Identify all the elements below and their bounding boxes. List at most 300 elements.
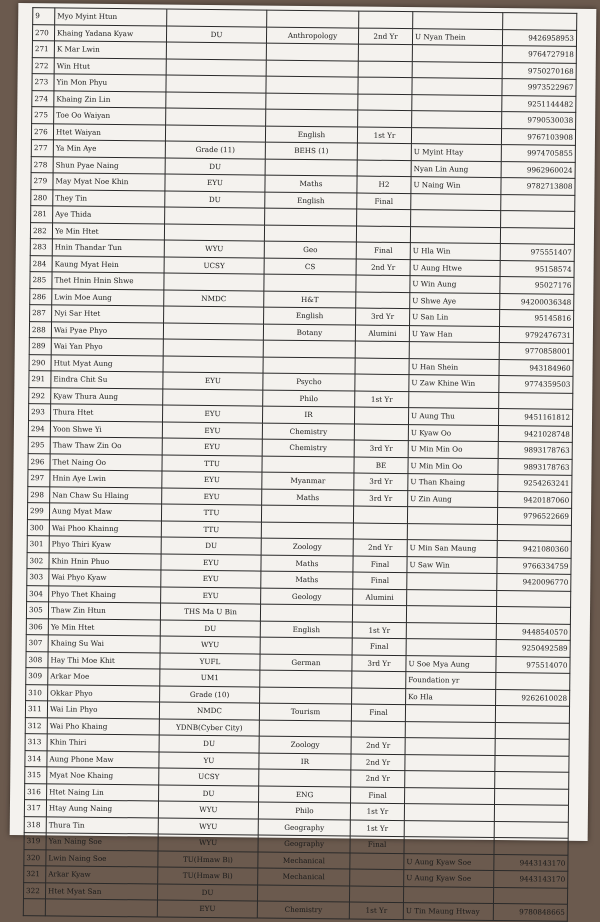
university-cell: EYU [161, 554, 261, 572]
tutor-cell [410, 226, 500, 243]
university-cell [164, 273, 264, 291]
university-cell: EYU [161, 570, 261, 588]
student-name-cell: Khin Hnin Phuo [49, 552, 161, 570]
subject-cell [259, 769, 351, 786]
year-cell: H2 [357, 176, 411, 193]
student-name-cell: Thura Tin [46, 816, 158, 834]
tutor-cell: U Hla Win [410, 243, 500, 260]
year-cell: 2nd Yr [351, 737, 405, 754]
subject-cell: Chemistry [262, 423, 354, 440]
subject-cell: IR [262, 406, 354, 423]
year-cell: 1st Yr [352, 622, 406, 639]
university-cell: Grade (10) [160, 686, 260, 704]
subject-cell: Mechanical [258, 852, 350, 869]
tutor-cell [404, 804, 494, 821]
phone-cell: 9782713808 [501, 178, 575, 195]
university-cell: WYU [158, 818, 258, 836]
tutor-cell: U Zaw Khine Win [409, 375, 499, 392]
tutor-cell [407, 573, 497, 590]
row-number-cell: 291 [29, 371, 51, 388]
student-name-cell: Kaung Myat Hein [52, 255, 164, 273]
university-cell: EYU [157, 900, 257, 918]
university-cell [164, 306, 264, 324]
row-number-cell: 276 [31, 123, 53, 140]
university-cell: DU [161, 537, 261, 555]
row-number-cell: 318 [24, 816, 46, 833]
tutor-cell [406, 639, 496, 656]
row-number-cell: 275 [32, 107, 54, 124]
subject-cell: BEHS (1) [265, 142, 357, 159]
tutor-cell [411, 210, 501, 227]
student-name-cell: Wai Phyo Kyaw [49, 569, 161, 587]
row-number-cell: 313 [25, 734, 47, 751]
university-cell [166, 92, 266, 110]
student-name-cell: Shun Pyae Naing [53, 156, 165, 174]
student-name-cell: Aung Phone Maw [47, 750, 159, 768]
phone-cell [495, 722, 569, 739]
year-cell [354, 407, 408, 424]
year-cell: 1st Yr [350, 803, 404, 820]
subject-cell [260, 604, 352, 621]
tutor-cell [405, 721, 495, 738]
row-number-cell [23, 899, 45, 916]
year-cell [357, 143, 411, 160]
tutor-cell: U Win Aung [410, 276, 500, 293]
phone-cell: 9451161812 [498, 409, 572, 426]
university-cell: DU [157, 884, 257, 902]
student-name-cell: Thura Htet [51, 404, 163, 422]
year-cell: 3rd Yr [354, 490, 408, 507]
row-number-cell: 296 [28, 453, 50, 470]
row-number-cell: 290 [29, 354, 51, 371]
phone-cell: 95158574 [500, 260, 574, 277]
university-cell: TTU [161, 521, 261, 539]
subject-cell: Chemistry [257, 901, 349, 918]
university-cell: EYU [162, 405, 262, 423]
student-name-cell: Hay Thi Moe Khit [48, 651, 160, 669]
student-name-cell: Kyaw Thura Aung [51, 387, 163, 405]
student-name-cell: Thaw Thaw Zin Oo [50, 437, 162, 455]
row-number-cell: 279 [31, 173, 53, 190]
phone-cell [495, 772, 569, 789]
subject-cell: German [260, 654, 352, 671]
tutor-cell [413, 12, 503, 29]
university-cell: UCSY [164, 257, 264, 275]
subject-cell [266, 43, 358, 60]
university-cell: UM1 [160, 669, 260, 687]
row-number-cell: 321 [24, 866, 46, 883]
student-name-cell: Wai Lin Phyo [47, 701, 159, 719]
university-cell: DU [165, 191, 265, 209]
university-cell [163, 389, 263, 407]
student-name-cell: Phyo Thet Khaing [49, 585, 161, 603]
subject-cell: Zoology [259, 736, 351, 753]
student-name-cell: Thet Hnin Hnin Shwe [52, 272, 164, 290]
row-number-cell: 307 [26, 635, 48, 652]
subject-cell [263, 357, 355, 374]
subject-cell: CS [264, 258, 356, 275]
university-cell: WYU [160, 636, 260, 654]
student-name-cell: Thaw Zin Htun [48, 602, 160, 620]
row-number-cell: 312 [25, 717, 47, 734]
university-cell: DU [159, 785, 259, 803]
phone-cell: 9893178763 [498, 458, 572, 475]
row-number-cell: 285 [30, 272, 52, 289]
university-cell: WYU [158, 834, 258, 852]
tutor-cell: U Aung Kyaw Soe [404, 870, 494, 887]
tutor-cell [412, 78, 502, 95]
year-cell: 2nd Yr [351, 770, 405, 787]
subject-cell [260, 670, 352, 687]
student-name-cell: Aye Thida [53, 206, 165, 224]
tutor-cell [405, 754, 495, 771]
year-cell [350, 869, 404, 886]
row-number-cell: 319 [24, 833, 46, 850]
university-cell [166, 108, 266, 126]
student-name-cell: Khaing Yadana Kyaw [54, 24, 166, 42]
phone-cell: 9774359503 [499, 376, 573, 393]
tutor-cell [403, 886, 493, 903]
row-number-cell: 292 [29, 387, 51, 404]
university-cell [163, 339, 263, 357]
phone-cell [500, 227, 574, 244]
student-name-cell: Khaing Zin Lin [54, 90, 166, 108]
university-cell [163, 323, 263, 341]
university-cell: EYU [161, 587, 261, 605]
student-name-cell: They Tin [53, 189, 165, 207]
subject-cell [267, 10, 359, 27]
year-cell: Final [350, 836, 404, 853]
tutor-cell: U Than Khaing [408, 474, 498, 491]
tutor-cell [411, 193, 501, 210]
subject-cell [264, 225, 356, 242]
row-number-cell: 282 [30, 222, 52, 239]
tutor-cell: Foundation yr [406, 672, 496, 689]
year-cell: 1st Yr [349, 902, 403, 919]
tutor-cell [406, 622, 496, 639]
university-cell: YU [159, 752, 259, 770]
tutor-cell [409, 342, 499, 359]
subject-cell [266, 76, 358, 93]
row-number-cell: 299 [27, 503, 49, 520]
university-cell [163, 356, 263, 374]
year-cell: Final [351, 704, 405, 721]
subject-cell: ENG [259, 786, 351, 803]
tutor-cell: U Saw Win [407, 556, 497, 573]
subject-cell: English [265, 126, 357, 143]
student-name-cell: Hnin Aye Lwin [50, 470, 162, 488]
tutor-cell: U Min San Maung [407, 540, 497, 557]
subject-cell [264, 274, 356, 291]
tutor-cell: U Soe Mya Aung [406, 655, 496, 672]
phone-cell: 9251144482 [502, 95, 576, 112]
row-number-cell: 288 [29, 321, 51, 338]
student-name-cell: Htay Aung Naing [46, 800, 158, 818]
tutor-cell: U Min Min Oo [408, 457, 498, 474]
phone-cell: 943184960 [499, 359, 573, 376]
phone-cell: 9974705855 [501, 145, 575, 162]
year-cell [356, 275, 410, 292]
university-cell: WYU [164, 240, 264, 258]
phone-cell: 9254263241 [498, 475, 572, 492]
university-cell [166, 75, 266, 93]
phone-cell: 9443143170 [494, 854, 568, 871]
tutor-cell [405, 771, 495, 788]
university-cell: TU(Hmaw Bi) [158, 867, 258, 885]
tutor-cell: U Han Shein [409, 358, 499, 375]
phone-cell: 9893178763 [498, 442, 572, 459]
university-cell: EYU [162, 438, 262, 456]
subject-cell [263, 340, 355, 357]
student-name-cell: Wai Pho Khaing [47, 717, 159, 735]
subject-cell [260, 687, 352, 704]
phone-cell [501, 211, 575, 228]
phone-cell: 9770858001 [499, 343, 573, 360]
subject-cell [266, 109, 358, 126]
row-number-cell: 304 [27, 585, 49, 602]
university-cell: DU [166, 26, 266, 44]
row-number-cell: 271 [32, 41, 54, 58]
subject-cell [265, 159, 357, 176]
subject-cell: Zoology [261, 538, 353, 555]
phone-cell: 9420187060 [498, 491, 572, 508]
subject-cell [266, 93, 358, 110]
row-number-cell: 289 [29, 338, 51, 355]
phone-cell [495, 706, 569, 723]
student-name-cell: K Mar Lwin [54, 41, 166, 59]
subject-cell: English [265, 192, 357, 209]
tutor-cell: U Min Min Oo [408, 441, 498, 458]
row-number-cell: 306 [26, 618, 48, 635]
year-cell [359, 11, 413, 28]
row-number-cell: 9 [33, 8, 55, 25]
year-cell: 3rd Yr [354, 440, 408, 457]
subject-cell: Anthropology [266, 27, 358, 44]
phone-cell [499, 392, 573, 409]
student-name-cell: Myo Myint Htun [55, 8, 167, 26]
year-cell [355, 374, 409, 391]
student-name-cell: Htet Myat San [45, 882, 157, 900]
university-cell: DU [159, 735, 259, 753]
phone-cell: 94200036348 [500, 293, 574, 310]
year-cell: Final [353, 556, 407, 573]
row-number-cell: 298 [28, 486, 50, 503]
row-number-cell: 309 [26, 668, 48, 685]
phone-cell: 9250492589 [496, 640, 570, 657]
tutor-cell: U Myint Htay [411, 144, 501, 161]
subject-cell: Chemistry [262, 439, 354, 456]
phone-cell [493, 887, 567, 904]
student-name-cell: Toe Oo Waiyan [54, 107, 166, 125]
university-cell: NMDC [159, 702, 259, 720]
tutor-cell [407, 589, 497, 606]
student-name-cell [45, 899, 157, 917]
university-cell: TU(Hmaw Bi) [158, 851, 258, 869]
subject-cell [259, 720, 351, 737]
tutor-cell [412, 45, 502, 62]
phone-cell [497, 590, 571, 607]
phone-cell: 975514070 [496, 656, 570, 673]
year-cell: 1st Yr [355, 391, 409, 408]
student-name-cell: Okkar Phyo [48, 684, 160, 702]
student-register-table [23, 7, 577, 921]
year-cell [352, 605, 406, 622]
subject-cell: Geography [258, 835, 350, 852]
phone-cell: 9766334759 [497, 557, 571, 574]
row-number-cell: 270 [32, 24, 54, 41]
year-cell: 3rd Yr [354, 473, 408, 490]
tutor-cell [412, 111, 502, 128]
student-name-cell: Nyi Sar Htet [52, 305, 164, 323]
tutor-cell [409, 391, 499, 408]
year-cell [358, 94, 412, 111]
tutor-cell: U Yaw Han [409, 325, 499, 342]
year-cell: 2nd Yr [356, 259, 410, 276]
subject-cell: Geo [264, 241, 356, 258]
tutor-cell [404, 837, 494, 854]
subject-cell [266, 60, 358, 77]
year-cell: Final [352, 638, 406, 655]
subject-cell [257, 885, 349, 902]
tutor-cell [411, 127, 501, 144]
student-name-cell: Khin Thiri [47, 734, 159, 752]
year-cell [351, 721, 405, 738]
subject-cell [261, 522, 353, 539]
student-name-cell: Eindra Chit Su [51, 371, 163, 389]
year-cell [350, 853, 404, 870]
year-cell [355, 341, 409, 358]
year-cell: Final [357, 193, 411, 210]
university-cell: NMDC [164, 290, 264, 308]
year-cell: 1st Yr [357, 127, 411, 144]
subject-cell: Philo [263, 390, 355, 407]
student-name-cell: Nan Chaw Su Hlaing [50, 486, 162, 504]
phone-cell: 975551407 [500, 244, 574, 261]
phone-cell: 95145816 [500, 310, 574, 327]
year-cell: 2nd Yr [351, 754, 405, 771]
tutor-cell [405, 738, 495, 755]
year-cell: Final [356, 242, 410, 259]
tutor-cell: U Zin Aung [408, 490, 498, 507]
tutor-cell [404, 820, 494, 837]
tutor-cell: U Naing Win [411, 177, 501, 194]
phone-cell: 95027176 [500, 277, 574, 294]
university-cell [166, 42, 266, 60]
university-cell [165, 207, 265, 225]
phone-cell: 9421028748 [498, 425, 572, 442]
row-number-cell: 280 [31, 189, 53, 206]
student-name-cell: Htet Waiyan [53, 123, 165, 141]
university-cell: YDNB(Cyber City) [159, 719, 259, 737]
university-cell: YUFL [160, 653, 260, 671]
year-cell: 1st Yr [350, 820, 404, 837]
university-cell: EYU [162, 422, 262, 440]
tutor-cell: U San Lin [410, 309, 500, 326]
student-name-cell: Htut Myat Aung [51, 354, 163, 372]
university-cell: UCSY [159, 768, 259, 786]
subject-cell: Geography [258, 819, 350, 836]
year-cell: Alumini [355, 325, 409, 342]
year-cell [352, 688, 406, 705]
row-number-cell: 294 [28, 420, 50, 437]
university-cell [165, 125, 265, 143]
university-cell [166, 59, 266, 77]
phone-cell [495, 739, 569, 756]
row-number-cell: 287 [30, 305, 52, 322]
university-cell: EYU [162, 488, 262, 506]
phone-cell: 9973522967 [502, 79, 576, 96]
row-number-cell: 315 [25, 767, 47, 784]
row-number-cell: 274 [32, 90, 54, 107]
subject-cell: Maths [262, 489, 354, 506]
row-number-cell: 303 [27, 569, 49, 586]
tutor-cell [412, 61, 502, 78]
phone-cell [501, 194, 575, 211]
phone-cell [494, 805, 568, 822]
university-cell [164, 224, 264, 242]
year-cell: Final [351, 787, 405, 804]
row-number-cell: 310 [26, 684, 48, 701]
row-number-cell: 302 [27, 552, 49, 569]
year-cell [358, 77, 412, 94]
row-number-cell: 293 [29, 404, 51, 421]
university-cell: DU [160, 620, 260, 638]
row-number-cell: 322 [23, 882, 45, 899]
tutor-cell: U Tin Maung Htway [403, 903, 493, 920]
phone-cell: 9262610028 [496, 689, 570, 706]
university-cell: WYU [158, 801, 258, 819]
subject-cell: Geology [261, 588, 353, 605]
subject-cell: English [264, 307, 356, 324]
row-number-cell: 308 [26, 651, 48, 668]
phone-cell: 9426958953 [502, 29, 576, 46]
student-name-cell: Thet Naing Oo [50, 453, 162, 471]
phone-cell [496, 607, 570, 624]
subject-cell [262, 456, 354, 473]
phone-cell: 9764727918 [502, 46, 576, 63]
tutor-cell [405, 705, 495, 722]
university-cell: EYU [165, 174, 265, 192]
year-cell [357, 209, 411, 226]
phone-cell [496, 673, 570, 690]
phone-cell [495, 788, 569, 805]
year-cell [354, 424, 408, 441]
row-number-cell: 281 [31, 206, 53, 223]
tutor-cell: U Nyan Thein [412, 28, 502, 45]
university-cell: TTU [161, 504, 261, 522]
row-number-cell: 305 [26, 602, 48, 619]
paper-sheet [10, 3, 597, 918]
year-cell [355, 358, 409, 375]
phone-cell: 9792476731 [499, 326, 573, 343]
student-name-cell: Ye Min Htet [52, 222, 164, 240]
student-name-cell: Lwin Moe Aung [52, 288, 164, 306]
subject-cell [261, 505, 353, 522]
tutor-cell: U Aung Kyaw Soe [404, 853, 494, 870]
tutor-cell [406, 606, 496, 623]
student-name-cell: Khaing Su Wai [48, 635, 160, 653]
subject-cell: Maths [261, 571, 353, 588]
tutor-cell [405, 787, 495, 804]
year-cell [356, 292, 410, 309]
tutor-cell: U Kyaw Oo [408, 424, 498, 441]
student-name-cell: May Myat Noe Khin [53, 173, 165, 191]
register-rows [23, 8, 576, 921]
university-cell: Grade (11) [165, 141, 265, 159]
row-number-cell: 300 [27, 519, 49, 536]
subject-cell: Maths [261, 555, 353, 572]
subject-cell: Myanmar [262, 472, 354, 489]
